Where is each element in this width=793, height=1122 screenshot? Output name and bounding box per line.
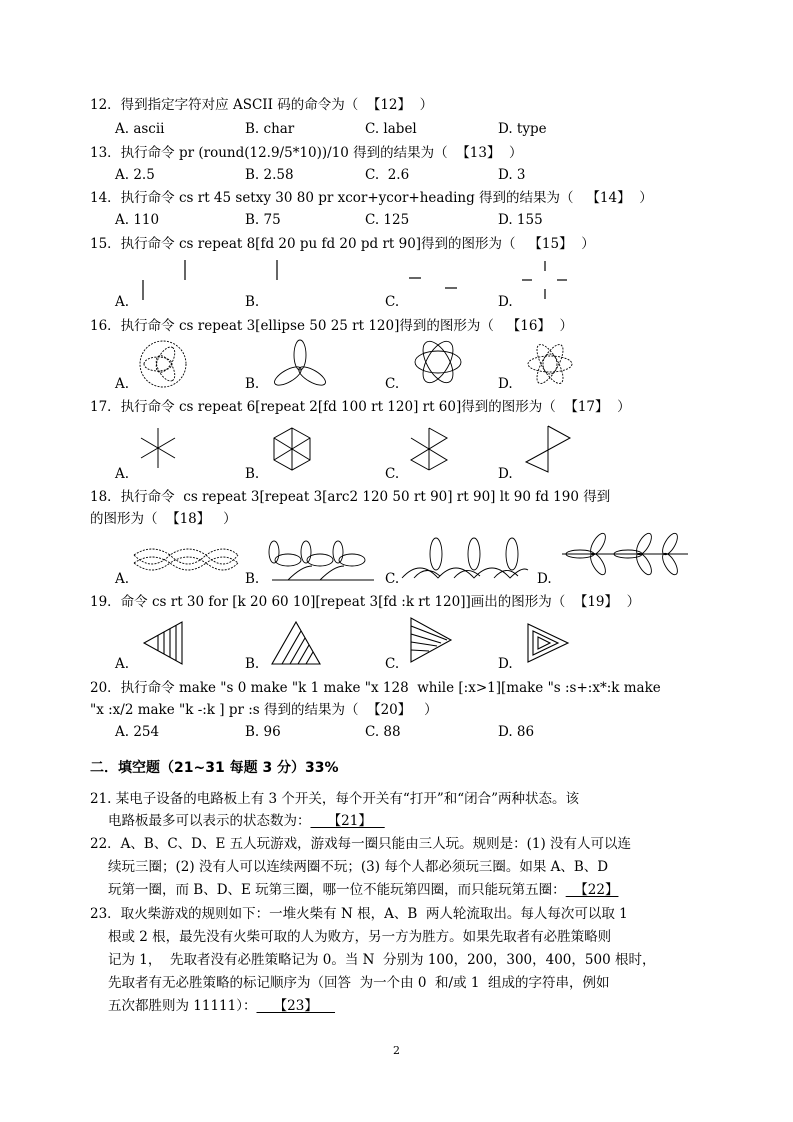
question-23-line-4: 先取者有无必胜策略的标记顺序为（回答 为一个由 0 和/或 1 组成的字符串，例如	[108, 975, 610, 991]
figure-label-b: B.	[245, 656, 260, 672]
option-b: B. 2.58	[245, 167, 294, 183]
option-d: D. 3	[498, 167, 526, 183]
figure-16a	[135, 338, 191, 390]
figure-label-b: B.	[245, 571, 260, 587]
figure-label-b: B.	[245, 294, 260, 310]
figure-label-c: C.	[385, 656, 400, 672]
figure-label-d: D.	[498, 376, 513, 392]
figure-label-c: C.	[385, 571, 400, 587]
question-22-line-1: 22．A、B、C、D、E 五人玩游戏，游戏每一圈只能由三人玩。规则是：(1) 没有人可以连	[90, 836, 632, 852]
figure-label-d: D.	[498, 294, 513, 310]
question-22-line-2: 续玩三圈；(2) 没有人可以连续两圈不玩；(3) 每个人都必须玩三圈。如果 A、B、D	[108, 859, 609, 875]
figure-18b	[268, 538, 378, 584]
question-20-line-1: 20．执行命令 make "s 0 make "k 1 make "x 128 while [:x>1][make "s :s+:x*:k make	[90, 680, 661, 696]
figure-16b	[272, 338, 328, 390]
figure-17c	[405, 424, 455, 474]
figure-19a	[140, 620, 190, 666]
option-d: D. type	[498, 121, 547, 137]
figure-label-c: C.	[385, 466, 400, 482]
option-b: B. 96	[245, 724, 281, 740]
question-18-line-1: 18．执行命令 cs repeat 3[repeat 3[arc2 120 50 rt 90] rt 90] lt 90 fd 190 得到	[90, 489, 611, 505]
answer-blank-22[interactable]: 【22】	[565, 882, 619, 898]
answer-blank-21[interactable]: 【21】	[310, 813, 385, 829]
figure-label-a: A.	[115, 656, 130, 672]
figure-label-a: A.	[115, 466, 130, 482]
figure-15c	[405, 270, 465, 294]
option-b: B. char	[245, 121, 295, 137]
question-23-line-1: 23．取火柴游戏的规则如下：一堆火柴有 N 根，A、B 两人轮流取出。每人每次可以取 1	[90, 906, 628, 922]
figure-label-d: D.	[498, 656, 513, 672]
question-15: 15．执行命令 cs repeat 8[fd 20 pu fd 20 pd rt 90]得到的图形为（ 【15】 ）	[90, 236, 595, 252]
question-19: 19．命令 cs rt 30 for [k 20 60 10][repeat 3[fd :k rt 120]]画出的图形为（ 【19】 ）	[90, 594, 641, 610]
question-16: 16．执行命令 cs repeat 3[ellipse 50 25 rt 120]得到的图形为（ 【16】 ）	[90, 318, 574, 334]
figure-16d	[524, 338, 580, 390]
option-c: C. label	[365, 121, 417, 137]
figure-label-a: A.	[115, 571, 130, 587]
figure-label-b: B.	[245, 376, 260, 392]
figure-17b	[268, 424, 318, 474]
option-b: B. 75	[245, 212, 281, 228]
figure-label-c: C.	[385, 376, 400, 392]
question-18-line-2: 的图形为（ 【18】 ）	[90, 511, 237, 527]
question-23-line-5: 五次都胜则为 11111）： 【23】	[108, 998, 336, 1014]
question-20-line-2: "x :x/2 make "k -:k ] pr :s 得到的结果为（ 【20】 ）	[90, 702, 438, 718]
question-23-line-2: 根或 2 根，最先没有火柴可取的人为败方，另一方为胜方。如果先取者有必胜策略则	[108, 929, 612, 945]
option-d: D. 155	[498, 212, 543, 228]
option-a: A. 254	[115, 724, 160, 740]
page-number: 2	[393, 1044, 400, 1057]
option-d: D. 86	[498, 724, 535, 740]
option-c: C. 125	[365, 212, 410, 228]
question-13: 13．执行命令 pr (round(12.9/5*10))/10 得到的结果为（ 【13】 ）	[90, 145, 523, 161]
figure-17d	[520, 424, 576, 476]
figure-15a	[130, 258, 190, 298]
figure-label-c: C.	[385, 294, 400, 310]
question-14: 14．执行命令 cs rt 45 setxy 30 80 pr xcor+ycor+heading 得到的结果为（ 【14】 ）	[90, 190, 653, 206]
answer-blank-23[interactable]: 【23】	[256, 998, 336, 1014]
figure-15b	[270, 258, 290, 288]
figure-19b	[270, 618, 326, 668]
figure-19d	[524, 620, 574, 666]
question-21-line-2: 电路板最多可以表示的状态数为： 【21】	[108, 813, 385, 829]
option-a: A. 2.5	[115, 167, 155, 183]
figure-15d	[520, 258, 570, 304]
option-a: A. ascii	[115, 121, 165, 137]
figure-label-b: B.	[245, 466, 260, 482]
figure-label-a: A.	[115, 376, 130, 392]
section-heading: 二．填空题（21~31 每题 3 分）33%	[90, 760, 339, 776]
option-c: C. 2.6	[365, 167, 410, 183]
figure-19c	[405, 614, 457, 666]
figure-17a	[135, 424, 185, 474]
option-c: C. 88	[365, 724, 401, 740]
question-22-line-3: 玩第一圈，而 B、D、E 玩第三圈，哪一位不能玩第四圈，而只能玩第五圈： 【22】	[108, 882, 619, 898]
figure-16c	[410, 336, 466, 388]
question-23-line-3: 记为 1， 先取者没有必胜策略记为 0。当 N 分别为 100，200，300，400，500 根时，	[108, 952, 656, 968]
figure-18d	[560, 530, 690, 580]
figure-label-d: D.	[498, 466, 513, 482]
figure-18c	[400, 536, 530, 584]
figure-label-a: A.	[115, 294, 130, 310]
figure-18a	[130, 545, 240, 581]
figure-label-d: D.	[537, 571, 552, 587]
question-21-line-1: 21. 某电子设备的电路板上有 3 个开关，每个开关有“打开”和“闭合”两种状态。该	[90, 791, 580, 807]
option-a: A. 110	[115, 212, 160, 228]
question-17: 17．执行命令 cs repeat 6[repeat 2[fd 100 rt 120] rt 60]得到的图形为（ 【17】 ）	[90, 399, 631, 415]
question-12: 12．得到指定字符对应 ASCII 码的命令为（ 【12】 ）	[90, 97, 434, 113]
